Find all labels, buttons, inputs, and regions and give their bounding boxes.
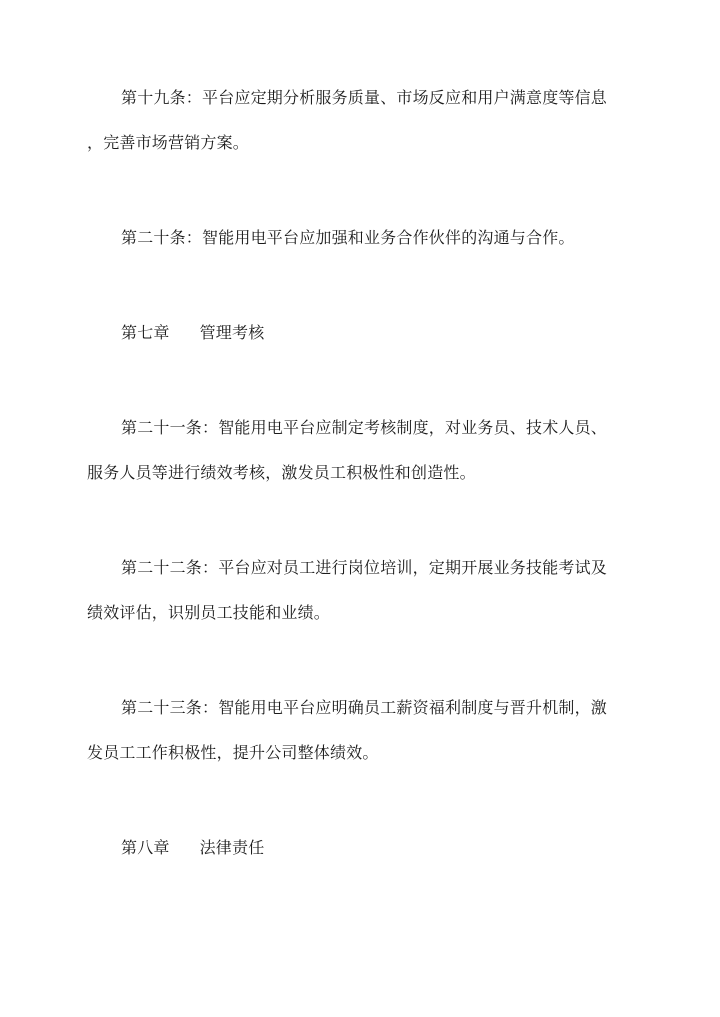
chapter-8-heading — [121, 838, 264, 858]
article-22-line-1: 第二十二条：平台应对员工进行岗位培训，定期开展业务技能考试及 — [121, 558, 608, 577]
article-22-line-2: 绩效评估，识别员工技能和业绩。 — [87, 603, 331, 622]
chapter-7-title: 管理考核 — [199, 323, 265, 342]
article-19-line-2: ，完善市场营销方案。 — [87, 133, 250, 152]
chapter-7-heading — [121, 323, 264, 343]
chapter-8-number: 第八章 — [121, 838, 170, 857]
article-23-line-1: 第二十三条：智能用电平台应明确员工薪资福利制度与晋升机制，激 — [121, 698, 608, 717]
article-19-line-1: 第十九条：平台应定期分析服务质量、市场反应和用户满意度等信息 — [121, 88, 608, 107]
article-20-line-1: 第二十条：智能用电平台应加强和业务合作伙伴的沟通与合作。 — [121, 228, 575, 247]
article-21-line-2: 服务人员等进行绩效考核，激发员工积极性和创造性。 — [87, 463, 476, 482]
chapter-8-title: 法律责任 — [199, 838, 265, 857]
article-23-line-2: 发员工工作积极性，提升公司整体绩效。 — [87, 743, 379, 762]
article-21-line-1: 第二十一条：智能用电平台应制定考核制度，对业务员、技术人员、 — [121, 418, 608, 437]
chapter-7-number: 第七章 — [121, 323, 170, 342]
